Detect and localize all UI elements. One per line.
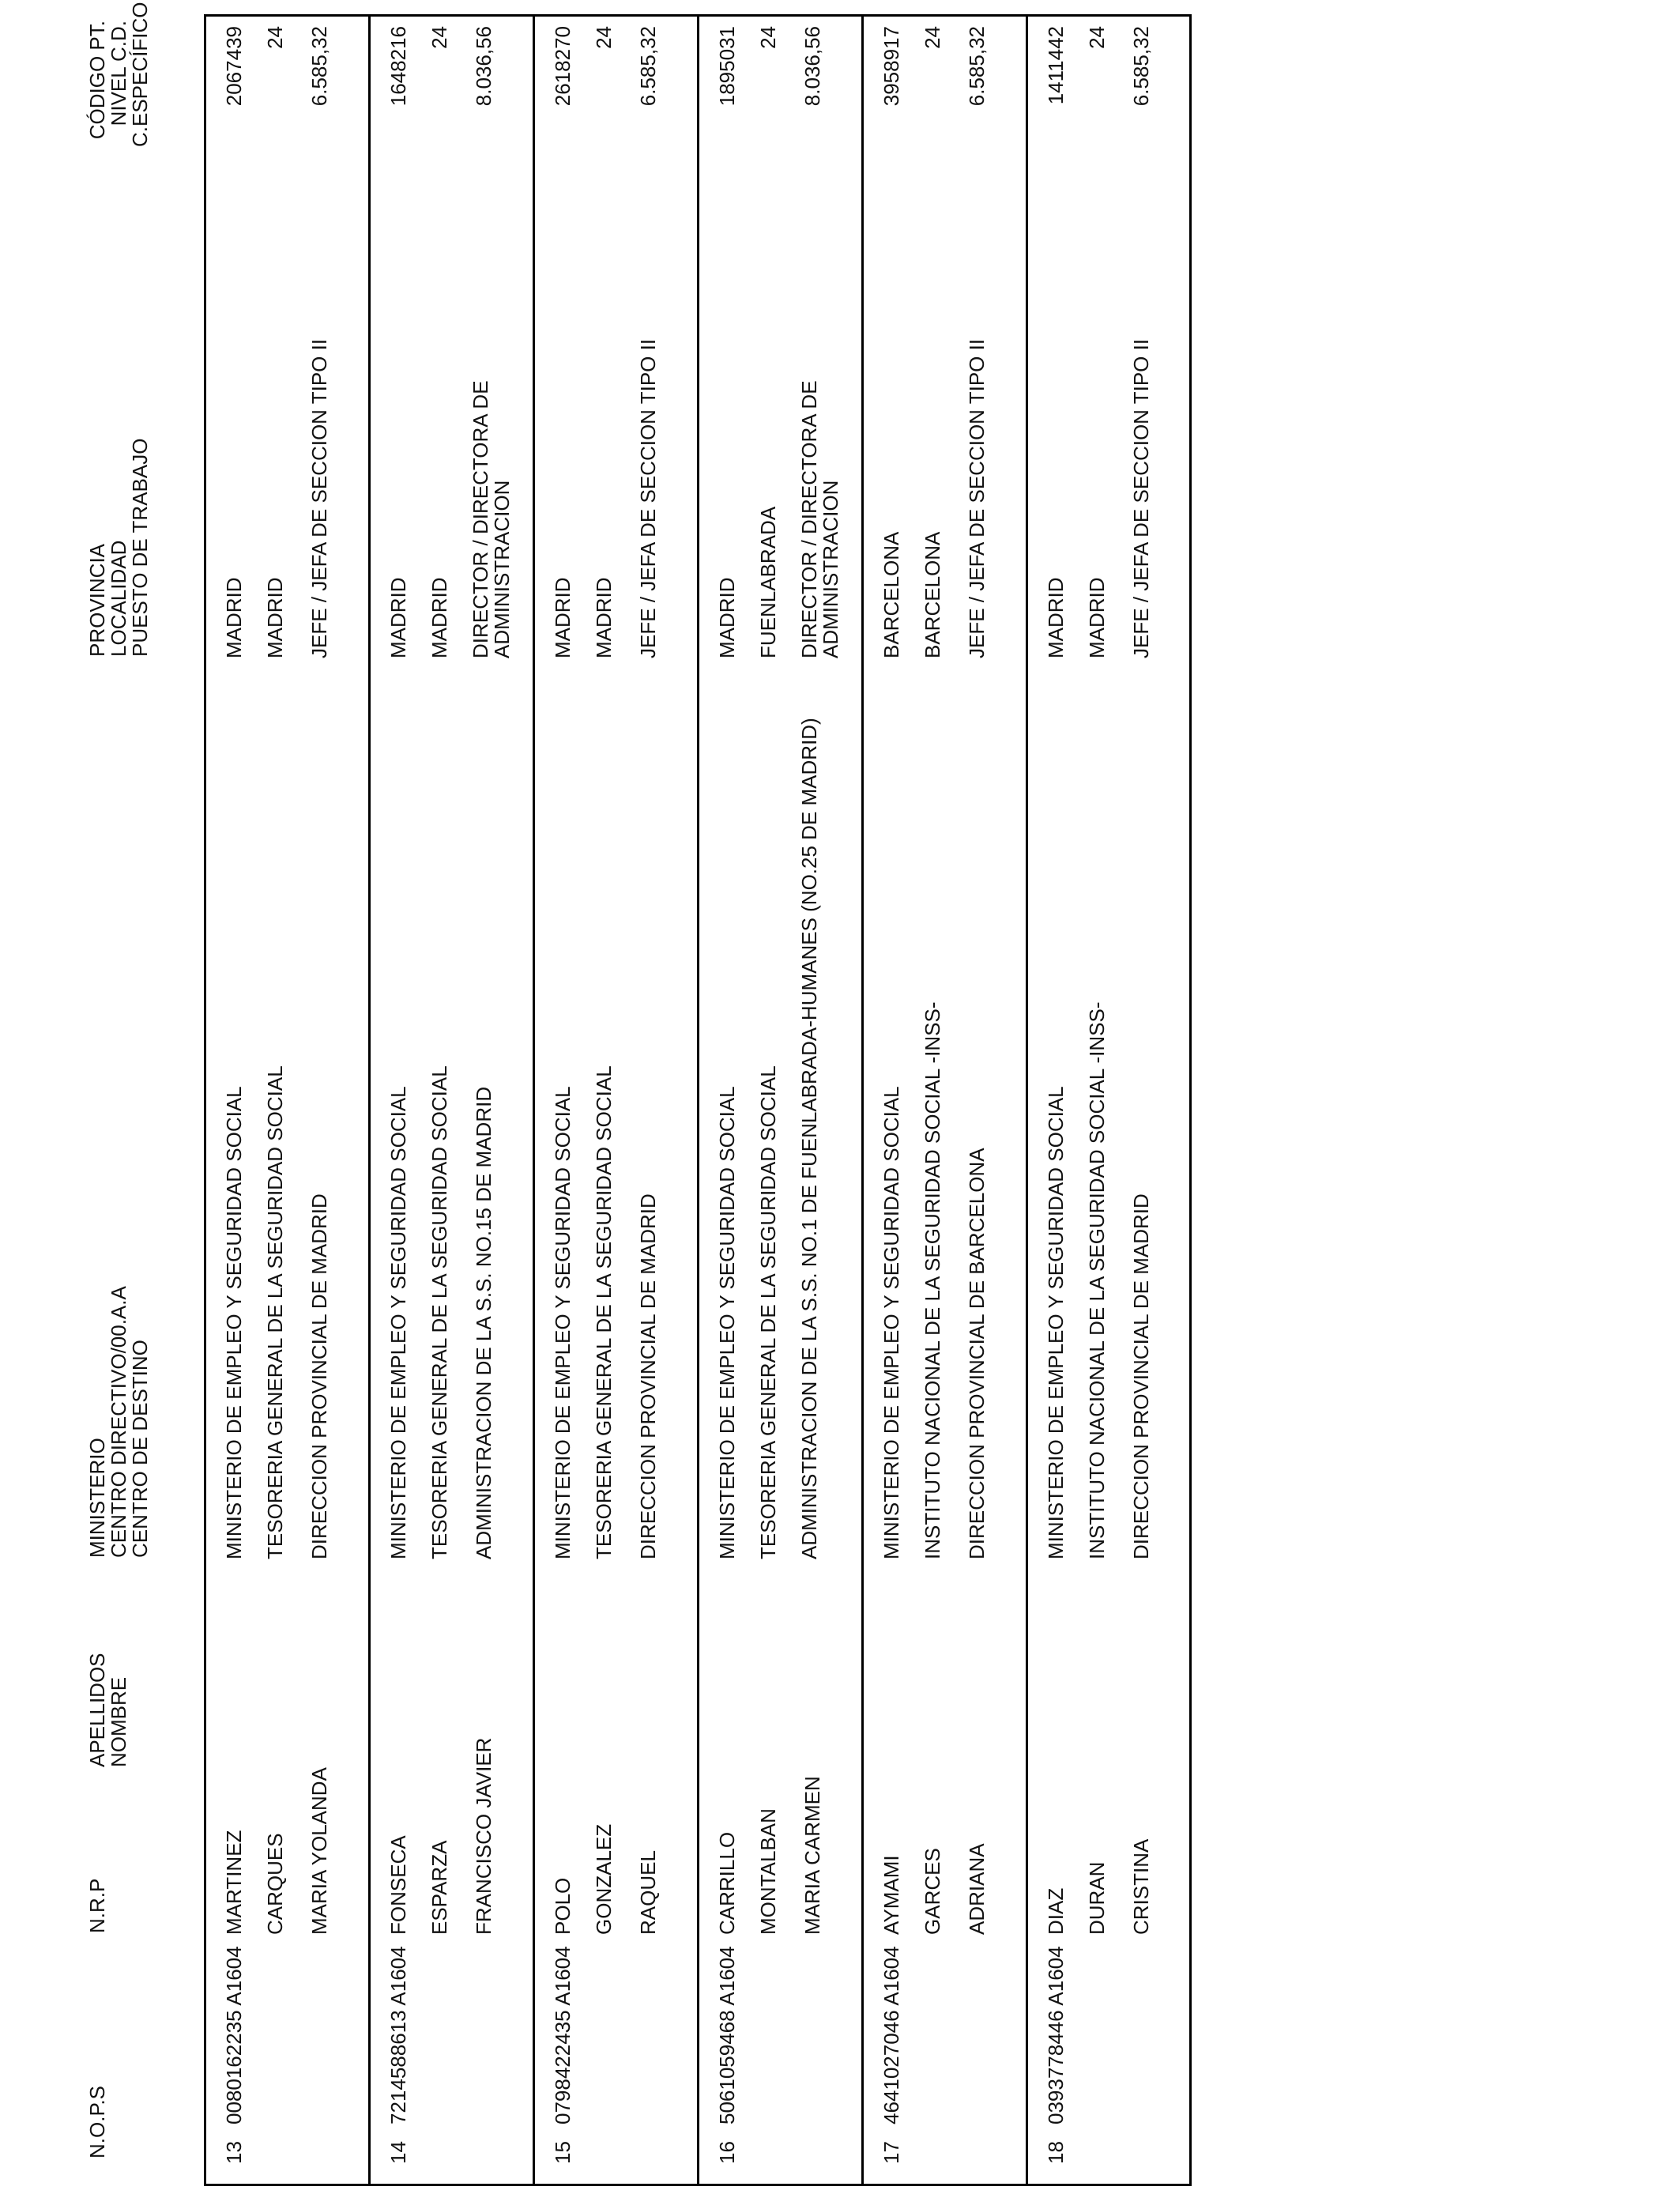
localidad-cell: MADRID: [428, 577, 451, 658]
nivel-cell: 24: [921, 26, 944, 49]
codigo-cell: 3958917: [880, 26, 903, 107]
codigo-cell: 2067439: [222, 26, 246, 107]
nrp-cell: 7214588613 A1604: [386, 1946, 410, 2124]
provincia-cell: MADRID: [551, 577, 574, 658]
header-nrp: N.R.P: [85, 1878, 109, 1933]
apellido2-cell: GARCES: [921, 1848, 944, 1935]
apellido1-cell: POLO: [551, 1877, 574, 1935]
nivel-cell: 24: [263, 26, 287, 49]
header-codigo-line: CÓDIGO PT.: [85, 21, 109, 140]
ministerio-cell: MINISTERIO DE EMPLEO Y SEGURIDAD SOCIAL: [1044, 1086, 1068, 1559]
nrp-cell: 4641027046 A1604: [880, 1946, 903, 2124]
puesto-cell: DIRECTOR / DIRECTORA DE ADMINISTRACION: [469, 380, 514, 658]
header-ministerio-line: MINISTERIO: [85, 1438, 109, 1558]
table-row: [864, 17, 1026, 2184]
header-nombre-line: NOMBRE: [107, 1676, 130, 1767]
header-centro-directivo-line: CENTRO DIRECTIVO/00.A.A: [107, 1286, 130, 1558]
table-row: [535, 17, 697, 2184]
centro-destino-cell: DIRECCION PROVINCIAL DE MADRID: [636, 1193, 660, 1559]
centro-destino-cell: ADMINISTRACION DE LA S.S. NO.1 DE FUENLABRADA-HUMANES (NO.25 DE MADRID): [797, 718, 821, 1559]
especifico-cell: 8.036,56: [472, 26, 495, 107]
provincia-cell: MADRID: [1044, 577, 1068, 658]
header-nops: N.O.P.S: [85, 2085, 109, 2158]
localidad-cell: MADRID: [263, 577, 287, 658]
records-table: [204, 14, 1192, 2186]
codigo-cell: 1411442: [1044, 26, 1068, 105]
puesto-cell: JEFE / JEFA DE SECCION TIPO II: [1129, 338, 1153, 658]
especifico-cell: 8.036,56: [800, 26, 824, 107]
ministerio-cell: MINISTERIO DE EMPLEO Y SEGURIDAD SOCIAL: [222, 1086, 246, 1559]
especifico-cell: 6.585,32: [1129, 26, 1153, 107]
header-especifico-line: C.ESPECÍFICO: [128, 2, 152, 147]
puesto-cell: JEFE / JEFA DE SECCION TIPO II: [307, 338, 331, 658]
centro-destino-cell: ADMINISTRACION DE LA S.S. NO.15 DE MADRID: [472, 1086, 495, 1559]
header-puesto-line: PUESTO DE TRABAJO: [128, 438, 152, 657]
provincia-cell: MADRID: [386, 577, 410, 658]
apellido1-cell: CARRILLO: [715, 1831, 739, 1935]
codigo-cell: 1648216: [386, 26, 410, 107]
header-provincia: [87, 439, 151, 657]
header-apellidos: [87, 1653, 130, 1767]
nivel-cell: 24: [756, 26, 780, 49]
apellido2-cell: GONZALEZ: [592, 1823, 616, 1935]
apellido1-cell: FONSECA: [386, 1835, 410, 1935]
nivel-cell: 24: [428, 26, 451, 49]
especifico-cell: 6.585,32: [965, 26, 989, 107]
ministerio-cell: MINISTERIO DE EMPLEO Y SEGURIDAD SOCIAL: [386, 1086, 410, 1559]
nops-cell: 14: [386, 2141, 410, 2164]
nops-cell: 15: [551, 2141, 574, 2164]
ministerio-cell: MINISTERIO DE EMPLEO Y SEGURIDAD SOCIAL: [551, 1086, 574, 1559]
apellido2-cell: ESPARZA: [428, 1840, 451, 1935]
puesto-cell: JEFE / JEFA DE SECCION TIPO II: [636, 338, 660, 658]
apellido2-cell: MONTALBAN: [756, 1808, 780, 1935]
centro-destino-cell: DIRECCION PROVINCIAL DE BARCELONA: [965, 1148, 989, 1559]
apellido1-cell: MARTINEZ: [222, 1830, 246, 1935]
provincia-cell: MADRID: [222, 577, 246, 658]
nombre-cell: ADRIANA: [965, 1843, 989, 1935]
nombre-cell: MARIA YOLANDA: [307, 1767, 331, 1935]
table-row: [699, 17, 861, 2184]
centro-directivo-cell: TESORERIA GENERAL DE LA SEGURIDAD SOCIAL: [756, 1065, 780, 1559]
nrp-cell: 0393778446 A1604: [1044, 1946, 1068, 2124]
nombre-cell: MARIA CARMEN: [800, 1776, 824, 1935]
table-row: [206, 17, 368, 2184]
nops-cell: 16: [715, 2141, 739, 2164]
centro-directivo-cell: TESORERIA GENERAL DE LA SEGURIDAD SOCIAL: [592, 1065, 616, 1559]
nops-cell: 18: [1044, 2141, 1068, 2164]
codigo-cell: 2618270: [551, 26, 574, 107]
nivel-cell: 24: [1085, 26, 1109, 49]
header-localidad-line: LOCALIDAD: [107, 540, 130, 657]
table-row: [371, 17, 533, 2184]
apellido2-cell: DURAN: [1085, 1861, 1109, 1935]
nrp-cell: 0080162235 A1604: [222, 1946, 246, 2124]
nombre-cell: RAQUEL: [636, 1850, 660, 1935]
apellido1-cell: DIAZ: [1044, 1887, 1068, 1935]
apellido1-cell: AYMAMI: [880, 1855, 903, 1935]
header-nivel-line: NIVEL C.D.: [107, 21, 130, 126]
nombre-cell: FRANCISCO JAVIER: [472, 1737, 495, 1935]
centro-directivo-cell: TESORERIA GENERAL DE LA SEGURIDAD SOCIAL: [428, 1065, 451, 1559]
provincia-cell: MADRID: [715, 577, 739, 658]
header-codigo: [85, 2, 152, 147]
nops-cell: 13: [222, 2141, 246, 2164]
localidad-cell: BARCELONA: [921, 531, 944, 658]
table-row: [1028, 17, 1190, 2184]
puesto-cell: DIRECTOR / DIRECTORA DE ADMINISTRACION: [797, 380, 842, 658]
provincia-cell: BARCELONA: [880, 531, 903, 658]
ministerio-cell: MINISTERIO DE EMPLEO Y SEGURIDAD SOCIAL: [880, 1086, 903, 1559]
nivel-cell: 24: [592, 26, 616, 49]
localidad-cell: MADRID: [1085, 577, 1109, 658]
puesto-cell: JEFE / JEFA DE SECCION TIPO II: [965, 338, 989, 658]
header-ministerio: [87, 1286, 151, 1558]
header-apellidos-line: APELLIDOS: [85, 1653, 109, 1767]
centro-directivo-cell: INSTITUTO NACIONAL DE LA SEGURIDAD SOCIAL -INSS-: [921, 1001, 944, 1559]
especifico-cell: 6.585,32: [636, 26, 660, 107]
centro-directivo-cell: INSTITUTO NACIONAL DE LA SEGURIDAD SOCIAL -INSS-: [1085, 1001, 1109, 1559]
nrp-cell: 5061059468 A1604: [715, 1946, 739, 2124]
centro-destino-cell: DIRECCION PROVINCIAL DE MADRID: [1129, 1193, 1153, 1559]
centro-destino-cell: DIRECCION PROVINCIAL DE MADRID: [307, 1193, 331, 1559]
apellido2-cell: CARQUES: [263, 1833, 287, 1935]
header-centro-destino-line: CENTRO DE DESTINO: [128, 1340, 152, 1558]
nops-cell: 17: [880, 2141, 903, 2164]
nombre-cell: CRISTINA: [1129, 1838, 1153, 1935]
localidad-cell: FUENLABRADA: [756, 506, 780, 658]
header-provincia-line: PROVINCIA: [85, 543, 109, 657]
especifico-cell: 6.585,32: [307, 26, 331, 107]
centro-directivo-cell: TESORERIA GENERAL DE LA SEGURIDAD SOCIAL: [263, 1065, 287, 1559]
ministerio-cell: MINISTERIO DE EMPLEO Y SEGURIDAD SOCIAL: [715, 1086, 739, 1559]
codigo-cell: 1895031: [715, 26, 739, 107]
nrp-cell: 0798422435 A1604: [551, 1946, 574, 2124]
localidad-cell: MADRID: [592, 577, 616, 658]
